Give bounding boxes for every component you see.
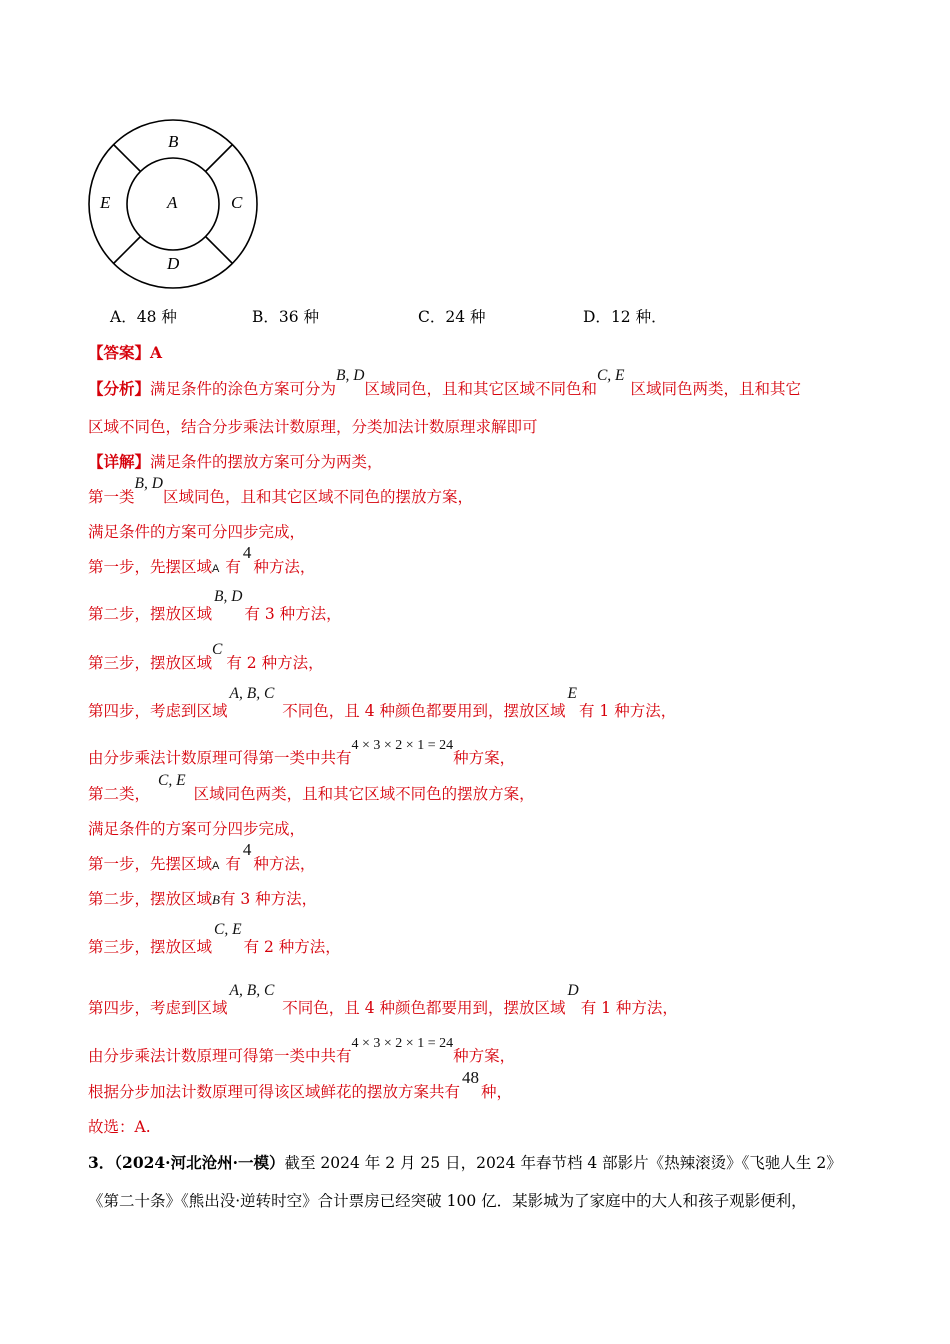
region-label-d: D [167,254,180,273]
class2-step1: 第一步，先摆区域A 有4种方法， [88,840,316,873]
option-c: C．24 种 [418,308,486,326]
analysis-line-2: 区域不同色，结合分步乘法计数原理，分类加法计数原理求解即可 [88,418,538,436]
answer-options [0,305,950,327]
ring-diagram [86,118,260,290]
class1-steps-intro: 满足条件的方案可分四步完成， [88,523,306,541]
detail-intro: 【详解】满足条件的摆放方案可分为两类， [88,452,383,471]
region-label-a: A [167,193,178,212]
class1-step1: 第一步，先摆区域A 有4种方法， [88,543,316,576]
answer-line: 【答案】A [88,343,163,362]
class1-title: 第一类B, D区域同色，且和其它区域不同色的摆放方案， [88,475,473,506]
region-label-b: B [168,132,179,151]
option-d: D．12 种． [583,308,667,326]
class2-step2: 第二步，摆放区域B有 3 种方法， [88,890,318,908]
region-label-c: C [231,193,243,212]
choice-line: 故选：A. [88,1118,151,1136]
class2-title: 第二类，C, E区域同色两类，且和其它区域不同色的摆放方案， [88,772,535,803]
class2-step4: 第四步，考虑到区域A, B, C不同色，且 4 种颜色都要用到，摆放区域D有 1 种方法， [88,982,678,1017]
class1-step3: 第三步，摆放区域C有 2 种方法， [88,641,324,672]
class1-step4: 第四步，考虑到区域A, B, C不同色，且 4 种颜色都要用到，摆放区域E有 1 种方法， [88,685,677,720]
class1-step2: 第二步，摆放区域B, D有 3 种方法， [88,588,342,623]
question-3-line-1: 3．（2024·河北沧州·一模）截至 2024 年 2 月 25 日，2024 年春节档 4 部影片《热辣滚烫》《飞驰人生 2》 [88,1153,842,1172]
class1-total: 由分步乘法计数原理可得第一类中共有4 × 3 × 2 × 1 = 24种方案， [88,738,516,767]
option-a: A．48 种 [110,308,177,326]
class2-steps-intro: 满足条件的方案可分四步完成， [88,820,306,838]
class2-total: 由分步乘法计数原理可得第一类中共有4 × 3 × 2 × 1 = 24种方案， [88,1036,516,1065]
sum-line: 根据分步加法计数原理可得该区域鲜花的摆放方案共有48种， [88,1068,513,1101]
question-3-line-2: 《第二十条》《熊出没·逆转时空》合计票房已经突破 100 亿．某影城为了家庭中的大人和孩子观影便利， [88,1192,807,1210]
region-label-e: E [100,193,111,212]
class2-step3: 第三步，摆放区域C, E有 2 种方法， [88,921,341,956]
option-b: B．36 种 [252,308,320,326]
ring-diagram-svg [86,118,260,290]
analysis-line-1: 【分析】满足条件的涂色方案可分为B, D区域同色，且和其它区域不同色和C, E区域同色两类，且和其它 [88,367,802,398]
